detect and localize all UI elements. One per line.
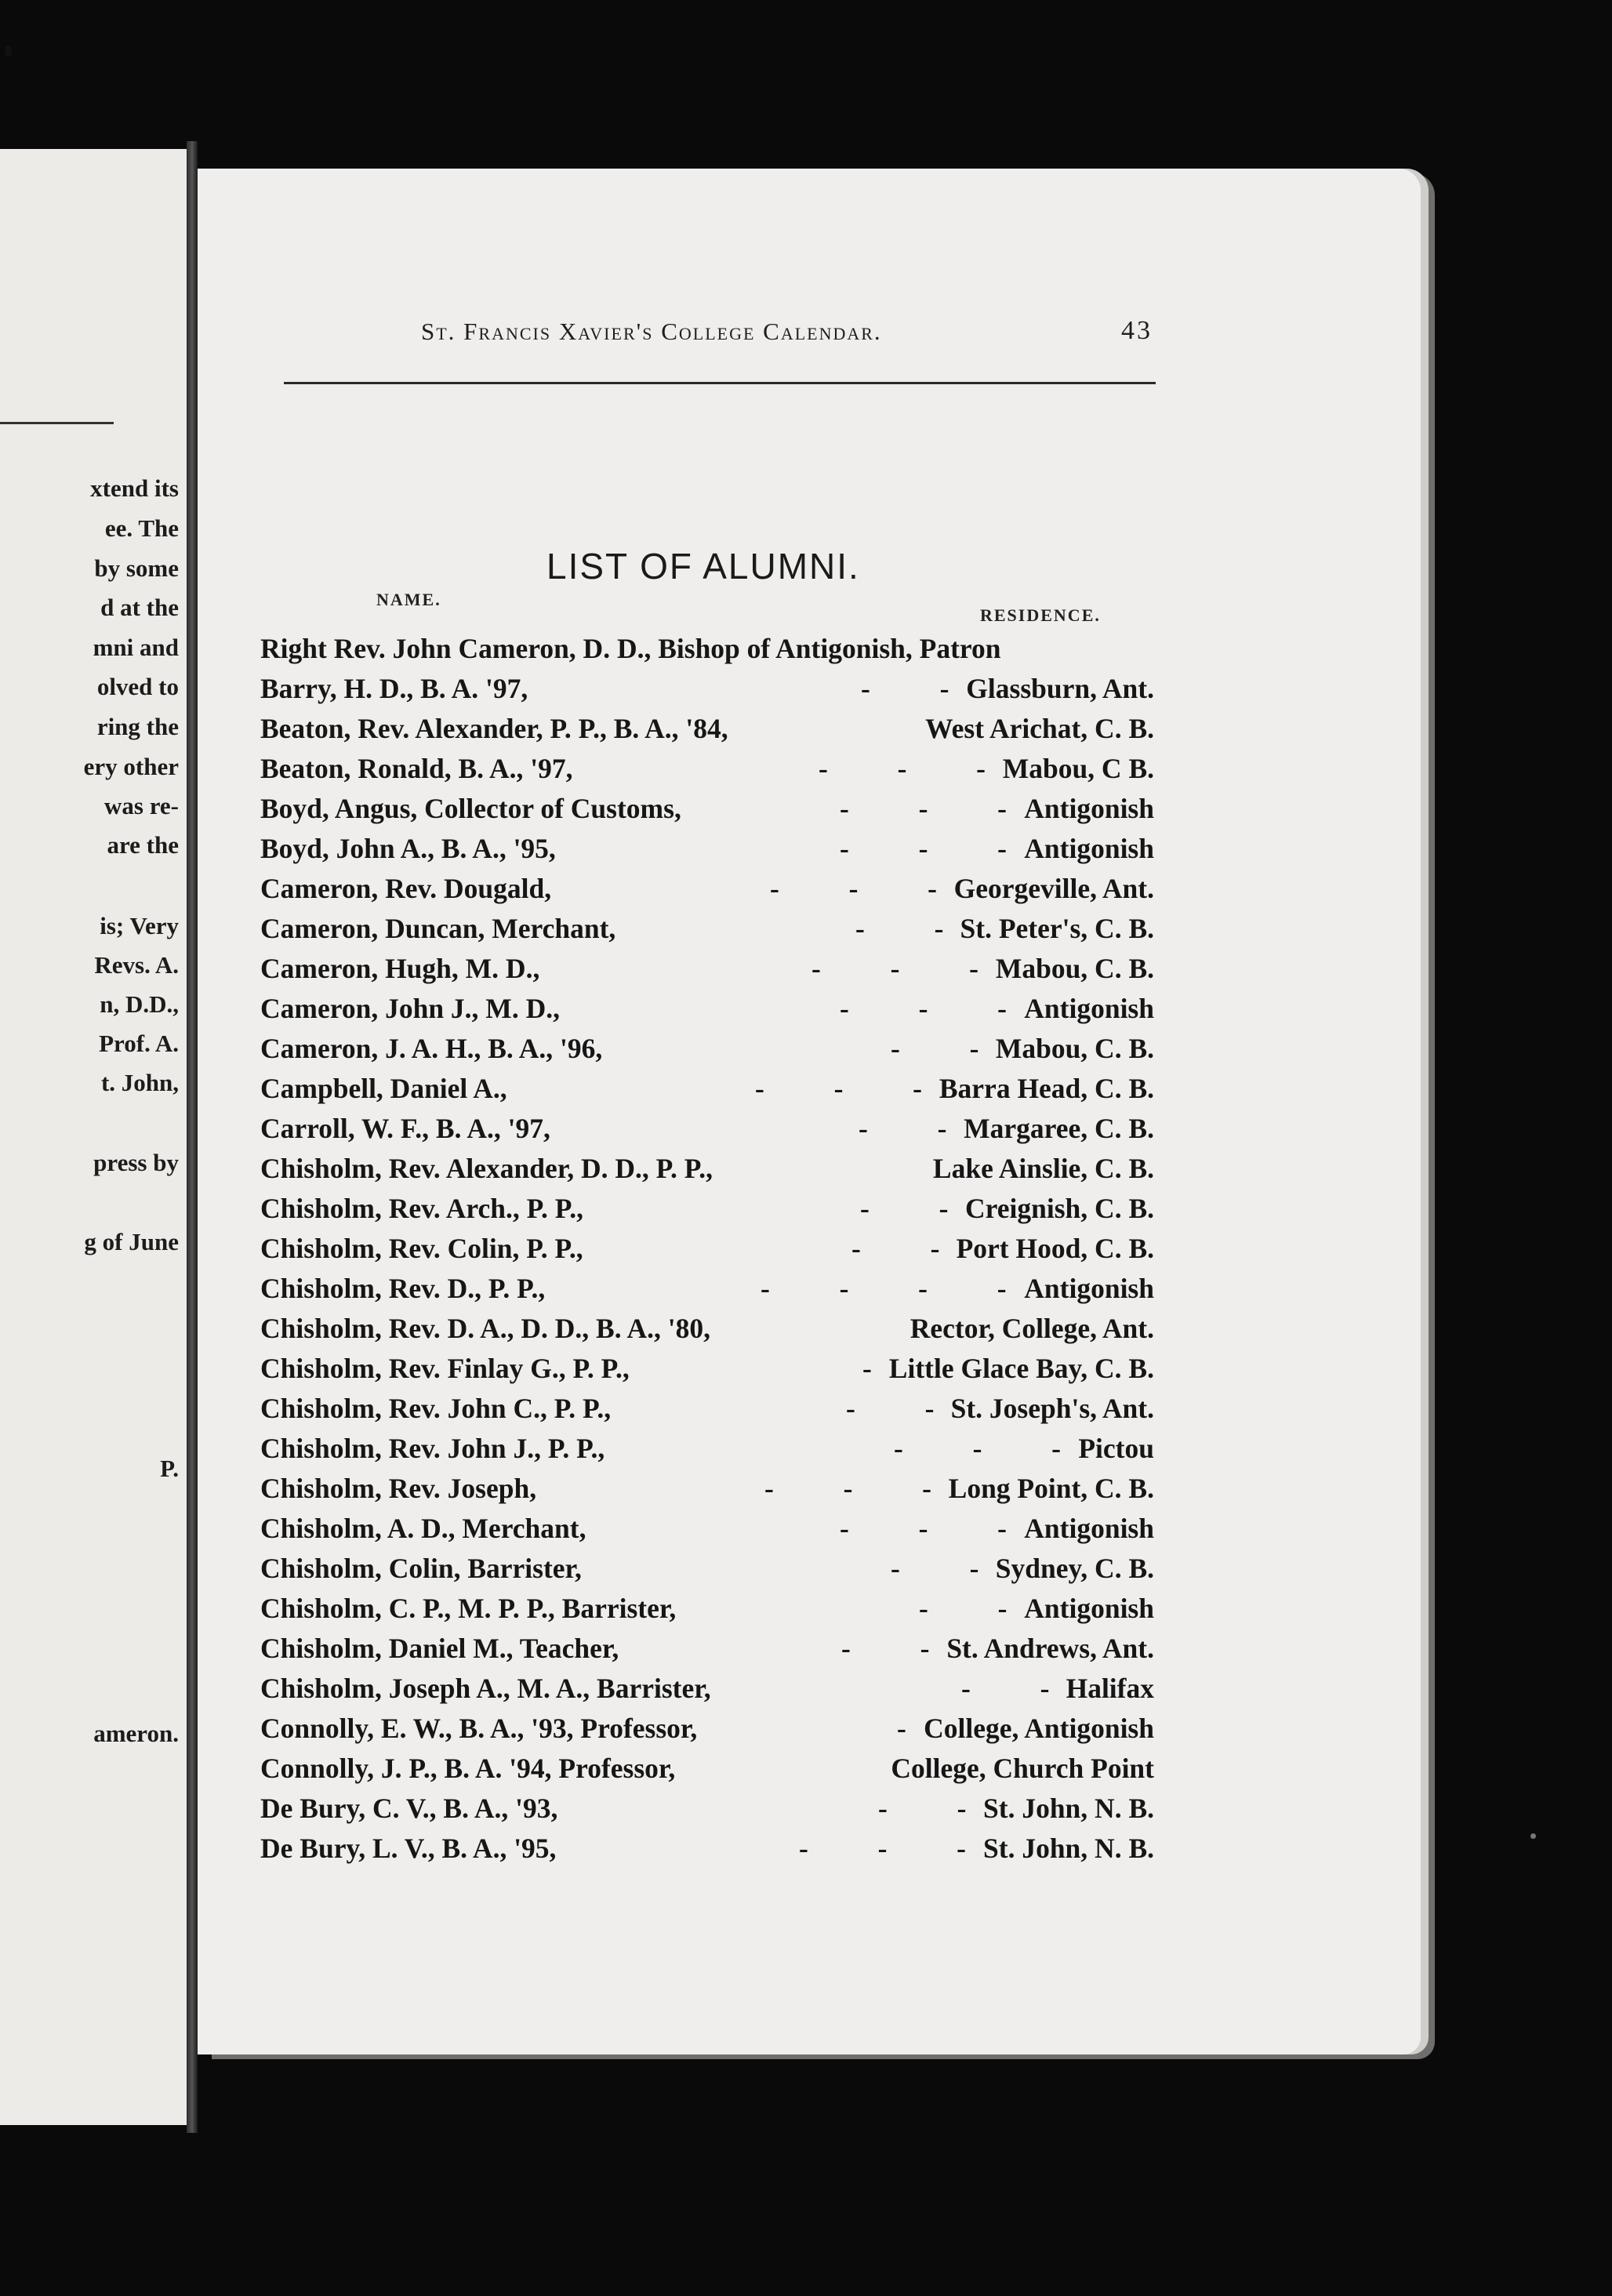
alumni-entry <box>260 1267 1154 1307</box>
alumni-list <box>260 627 1154 1867</box>
alumni-residence: Sydney, C. B. <box>995 1553 1154 1584</box>
leader-dashes: - - - <box>770 873 937 904</box>
alumni-name: Cameron, Rev. Dougald, <box>260 873 552 904</box>
leader-dashes: - - <box>846 1393 935 1424</box>
alumni-entry <box>260 867 1154 907</box>
alumni-entry <box>260 1707 1154 1747</box>
left-page-line: Revs. A. <box>94 951 179 979</box>
header-rule <box>284 382 1156 384</box>
leader-dashes: - - - <box>840 793 1007 824</box>
left-page-line: Prof. A. <box>99 1030 179 1057</box>
alumni-entry <box>260 1627 1154 1667</box>
alumni-name: Chisholm, Rev. Arch., P. P., <box>260 1193 583 1224</box>
leader-dashes: - - - <box>755 1073 922 1104</box>
alumni-residence: Rector, College, Ant. <box>909 1313 1154 1344</box>
leader-dashes: - - <box>860 1193 949 1224</box>
alumni-residence: Halifax <box>1066 1673 1154 1704</box>
alumni-residence: Creignish, C. B. <box>965 1193 1154 1224</box>
alumni-name: Connolly, J. P., B. A. '94, Professor, <box>260 1753 676 1784</box>
alumni-name: Chisholm, Rev. Colin, P. P., <box>260 1233 583 1264</box>
alumni-residence: Glassburn, Ant. <box>966 673 1154 704</box>
alumni-name: Chisholm, Rev. Finlay G., P. P., <box>260 1353 630 1384</box>
alumni-entry <box>260 1427 1154 1467</box>
left-page-line: n, D.D., <box>100 990 179 1018</box>
alumni-residence: Margaree, C. B. <box>964 1113 1154 1144</box>
leader-dashes: - - <box>851 1233 940 1264</box>
alumni-residence: Antigonish <box>1024 1513 1154 1544</box>
page-number: 43 <box>1121 316 1153 345</box>
alumni-name: Carroll, W. F., B. A., '97, <box>260 1113 550 1144</box>
alumni-name: Right Rev. John Cameron, D. D., Bishop of Antigonish, Patron <box>260 633 1001 664</box>
left-page-line: are the <box>107 831 179 859</box>
alumni-entry <box>260 1187 1154 1227</box>
leader-dashes: - - - <box>819 753 986 784</box>
alumni-name: Chisholm, C. P., M. P. P., Barrister, <box>260 1593 677 1624</box>
left-page-line: by some <box>94 554 179 582</box>
alumni-entry <box>260 1307 1154 1347</box>
running-head: St. Francis Xavier's College Calendar. <box>421 318 882 345</box>
list-title: LIST OF ALUMNI. <box>546 546 860 587</box>
alumni-entry <box>260 1227 1154 1267</box>
alumni-residence: St. Peter's, C. B. <box>960 913 1154 944</box>
leader-dashes: - - - - <box>761 1273 1007 1304</box>
alumni-residence: Antigonish <box>1024 1593 1154 1624</box>
alumni-residence: St. John, N. B. <box>983 1793 1154 1824</box>
left-page-line: ery other <box>83 753 179 780</box>
left-page-line: d at the <box>100 594 179 621</box>
alumni-residence: Pictou <box>1078 1433 1154 1464</box>
leader-dashes: - - <box>859 1113 947 1144</box>
leader-dashes: - - - <box>764 1473 931 1504</box>
alumni-name: De Bury, L. V., B. A., '95, <box>260 1833 557 1864</box>
alumni-residence: St. Joseph's, Ant. <box>950 1393 1154 1424</box>
alumni-name: Barry, H. D., B. A. '97, <box>260 673 528 704</box>
left-page-rule <box>0 422 114 424</box>
alumni-entry <box>260 1507 1154 1547</box>
leader-dashes: - <box>862 1353 872 1384</box>
alumni-residence: Mabou, C. B. <box>995 953 1154 984</box>
leader-dashes: - - <box>861 673 949 704</box>
leader-dashes: - - - <box>840 833 1007 864</box>
scan-speck <box>1530 1833 1536 1839</box>
leader-dashes: - - <box>855 913 944 944</box>
alumni-entry <box>260 1787 1154 1827</box>
leader-dashes: - - - <box>840 993 1007 1024</box>
alumni-residence: Antigonish <box>1024 993 1154 1024</box>
alumni-residence: Antigonish <box>1024 833 1154 864</box>
column-header-name: NAME. <box>376 590 441 609</box>
alumni-entry <box>260 1347 1154 1387</box>
alumni-entry <box>260 707 1154 747</box>
left-page-line: ameron. <box>93 1720 179 1747</box>
alumni-entry <box>260 1467 1154 1507</box>
alumni-name: Chisholm, Rev. John J., P. P., <box>260 1433 605 1464</box>
alumni-entry <box>260 1107 1154 1147</box>
leader-dashes: - <box>897 1713 906 1744</box>
alumni-name: Chisholm, Rev. D. A., D. D., B. A., '80, <box>260 1313 710 1344</box>
alumni-name: Boyd, John A., B. A., '95, <box>260 833 556 864</box>
left-page-line: g of June <box>84 1228 179 1255</box>
alumni-name: Chisholm, A. D., Merchant, <box>260 1513 586 1544</box>
alumni-residence: West Arichat, C. B. <box>925 713 1154 744</box>
alumni-residence: Barra Head, C. B. <box>939 1073 1154 1104</box>
alumni-residence: Antigonish <box>1024 793 1154 824</box>
alumni-name: Chisholm, Daniel M., Teacher, <box>260 1633 619 1664</box>
alumni-name: Cameron, J. A. H., B. A., '96, <box>260 1033 603 1064</box>
alumni-entry <box>260 827 1154 867</box>
alumni-name: Cameron, Duncan, Merchant, <box>260 913 616 944</box>
alumni-name: Chisholm, Rev. Joseph, <box>260 1473 537 1504</box>
alumni-residence: Mabou, C. B. <box>995 1033 1154 1064</box>
left-page-line: was re- <box>104 792 179 819</box>
alumni-entry <box>260 1827 1154 1867</box>
left-page-line: ring the <box>96 713 179 740</box>
scan-speck <box>5 45 12 56</box>
left-page-line: olved to <box>96 673 179 700</box>
alumni-name: Campbell, Daniel A., <box>260 1073 507 1104</box>
leader-dashes: - - - <box>811 953 978 984</box>
column-header-residence: RESIDENCE. <box>980 605 1101 625</box>
alumni-residence: Little Glace Bay, C. B. <box>888 1353 1154 1384</box>
book-gutter <box>187 141 198 2133</box>
alumni-name: Beaton, Rev. Alexander, P. P., B. A., '84, <box>260 713 728 744</box>
leader-dashes: - - - <box>840 1513 1007 1544</box>
left-page-line: is; Very <box>100 912 179 939</box>
alumni-entry <box>260 1067 1154 1107</box>
leader-dashes: - - - <box>894 1433 1061 1464</box>
alumni-residence: Georgeville, Ant. <box>953 873 1154 904</box>
alumni-entry <box>260 1747 1154 1787</box>
alumni-name: Beaton, Ronald, B. A., '97, <box>260 753 573 784</box>
alumni-entry <box>260 747 1154 787</box>
alumni-entry <box>260 787 1154 827</box>
alumni-name: Cameron, Hugh, M. D., <box>260 953 540 984</box>
alumni-entry <box>260 987 1154 1027</box>
alumni-entry <box>260 1667 1154 1707</box>
leader-dashes: - - <box>841 1633 930 1664</box>
left-page-line: ee. The <box>104 514 179 542</box>
left-page-line: t. John, <box>100 1069 179 1096</box>
alumni-residence: Antigonish <box>1024 1273 1154 1304</box>
leader-dashes: - - <box>891 1553 979 1584</box>
alumni-name: De Bury, C. V., B. A., '93, <box>260 1793 558 1824</box>
alumni-residence: St. John, N. B. <box>983 1833 1154 1864</box>
alumni-residence: Lake Ainslie, C. B. <box>932 1153 1154 1184</box>
alumni-residence: Long Point, C. B. <box>948 1473 1154 1504</box>
alumni-entry <box>260 1027 1154 1067</box>
left-page-line: mni and <box>93 634 179 661</box>
alumni-entry <box>260 1387 1154 1427</box>
alumni-entry <box>260 1587 1154 1627</box>
left-page-line: press by <box>93 1149 179 1176</box>
left-facing-page <box>0 149 194 2125</box>
leader-dashes: - - <box>891 1033 979 1064</box>
alumni-name: Chisholm, Colin, Barrister, <box>260 1553 582 1584</box>
alumni-name: Connolly, E. W., B. A., '93, Professor, <box>260 1713 698 1744</box>
book-page <box>198 169 1421 2054</box>
leader-dashes: - - <box>961 1673 1050 1704</box>
alumni-name: Chisholm, Rev. John C., P. P., <box>260 1393 612 1424</box>
alumni-entry <box>260 627 1154 667</box>
alumni-name: Boyd, Angus, Collector of Customs, <box>260 793 681 824</box>
alumni-entry <box>260 947 1154 987</box>
left-page-line: P. <box>160 1455 179 1482</box>
alumni-name: Chisholm, Rev. D., P. P., <box>260 1273 546 1304</box>
alumni-residence: College, Antigonish <box>924 1713 1154 1744</box>
alumni-residence: Port Hood, C. B. <box>956 1233 1154 1264</box>
left-page-line: xtend its <box>90 474 179 502</box>
alumni-entry <box>260 667 1154 707</box>
alumni-entry <box>260 907 1154 947</box>
leader-dashes: - - <box>878 1793 967 1824</box>
leader-dashes: - - - <box>799 1833 966 1864</box>
alumni-name: Cameron, John J., M. D., <box>260 993 560 1024</box>
alumni-entry <box>260 1147 1154 1187</box>
alumni-name: Chisholm, Rev. Alexander, D. D., P. P., <box>260 1153 713 1184</box>
leader-dashes: - - <box>919 1593 1008 1624</box>
alumni-residence: St. Andrews, Ant. <box>946 1633 1154 1664</box>
alumni-residence: Mabou, C B. <box>1002 753 1154 784</box>
alumni-name: Chisholm, Joseph A., M. A., Barrister, <box>260 1673 711 1704</box>
alumni-entry <box>260 1547 1154 1587</box>
alumni-residence: College, Church Point <box>891 1753 1154 1784</box>
